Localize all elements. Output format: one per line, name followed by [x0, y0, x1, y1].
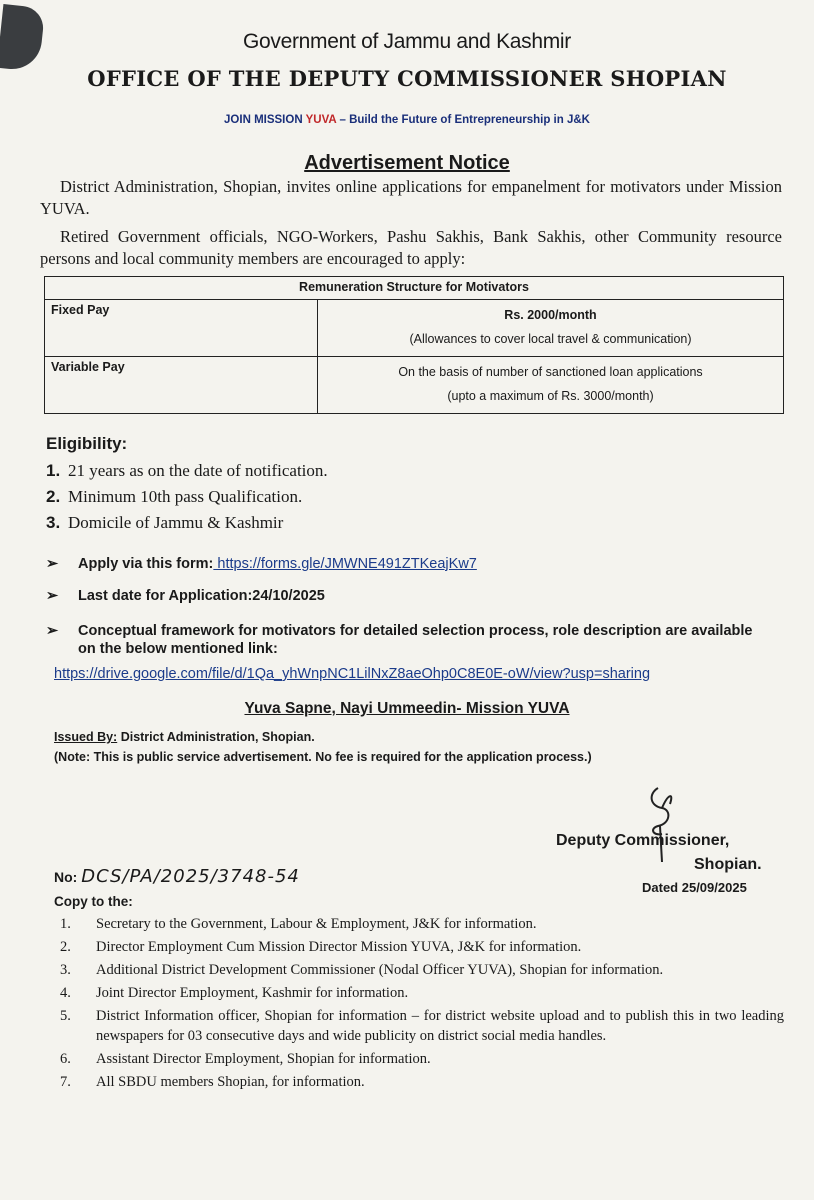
framework-drive-link[interactable]: https://drive.google.com/file/d/1Qa_yhWnpNC1LilNxZ8aeOhp0C8E0E-oW/view?usp=sharing	[54, 666, 651, 682]
list-item	[54, 1049, 784, 1069]
fixed-pay-value	[318, 300, 784, 357]
remuneration-heading: Remuneration Structure for Motivators	[45, 277, 784, 300]
list-text: Director Employment Cum Mission Director Mission YUVA, J&K for information.	[96, 939, 582, 955]
intro-paragraph: District Administration, Shopian, invites online applications for empanelment for motivators under Mission YUVA.	[40, 177, 782, 218]
arrow-bullet-icon: ➢	[46, 556, 59, 572]
mission-prefix: JOIN MISSION	[224, 114, 306, 126]
arrow-bullet-icon: ➢	[46, 588, 59, 604]
remuneration-table	[44, 276, 784, 414]
arrow-bullet-icon: ➢	[46, 623, 59, 639]
eligibility-list	[46, 458, 328, 536]
mission-yuva: YUVA	[305, 114, 337, 126]
reference-label: No:	[54, 869, 82, 885]
issued-by	[54, 730, 315, 744]
list-item	[54, 914, 784, 934]
fixed-pay-detail: (Allowances to cover local travel & communication)	[409, 332, 692, 346]
eligible-groups-paragraph: Retired Government officials, NGO-Workers, Pashu Sakhis, Bank Sakhis, other Community resource persons and local community members are encouraged to apply:	[40, 227, 782, 268]
list-item	[54, 1006, 784, 1046]
list-item	[54, 937, 784, 957]
variable-pay-value	[318, 357, 784, 414]
list-number: 3.	[46, 513, 61, 532]
government-heading: Government of Jammu and Kashmir	[242, 30, 571, 53]
list-number: 7.	[60, 1074, 71, 1090]
last-date-text: Last date for Application:24/10/2025	[78, 588, 325, 604]
reference-value: DCS/PA/2025/3748-54	[81, 866, 300, 887]
list-text: Secretary to the Government, Labour & Employment, J&K for information.	[96, 916, 537, 932]
framework-bullet	[46, 622, 776, 658]
table-row	[45, 357, 784, 414]
list-text: District Information officer, Shopian for information – for district website upload and to publish this in two leading newspapers for 03 consecutive days and wide publicity on district social media handles.	[96, 1008, 784, 1044]
list-number: 2.	[46, 487, 61, 506]
fixed-pay-label: Fixed Pay	[45, 300, 318, 357]
list-text: Additional District Development Commissioner (Nodal Officer YUVA), Shopian for information.	[96, 962, 664, 978]
office-heading: OFFICE OF THE DEPUTY COMMISSIONER SHOPIAN	[87, 66, 727, 91]
list-item	[54, 1072, 784, 1092]
list-item	[54, 983, 784, 1003]
apply-bullet	[46, 556, 477, 572]
public-service-note: (Note: This is public service advertisement. No fee is required for the application process.)	[54, 750, 592, 764]
list-text: All SBDU members Shopian, for information.	[96, 1074, 365, 1090]
list-number: 4.	[60, 985, 71, 1001]
list-number: 2.	[60, 939, 71, 955]
list-item	[46, 484, 328, 510]
variable-pay-detail: (upto a maximum of Rs. 3000/month)	[447, 389, 654, 403]
signature-date: Dated 25/09/2025	[642, 880, 747, 895]
table-row	[45, 300, 784, 357]
variable-pay-label: Variable Pay	[45, 357, 318, 414]
list-text: Domicile of Jammu & Kashmir	[68, 513, 284, 532]
mission-tagline	[0, 114, 814, 126]
list-number: 5.	[60, 1008, 71, 1024]
variable-pay-basis: On the basis of number of sanctioned loan applications	[398, 365, 703, 379]
last-date-bullet	[46, 588, 325, 604]
list-item	[46, 510, 328, 536]
mission-suffix: – Build the Future of Entrepreneurship in J&K	[336, 114, 590, 126]
fixed-pay-amount: Rs. 2000/month	[504, 308, 597, 322]
list-number: 1.	[46, 461, 61, 480]
list-number: 6.	[60, 1051, 71, 1067]
list-text: Joint Director Employment, Kashmir for information.	[96, 985, 409, 1001]
list-number: 1.	[60, 916, 71, 932]
list-text: 21 years as on the date of notification.	[68, 461, 328, 480]
list-item	[54, 960, 784, 980]
list-text: Minimum 10th pass Qualification.	[68, 487, 303, 506]
notice-title: Advertisement Notice	[304, 152, 510, 174]
issued-by-value: District Administration, Shopian.	[117, 730, 315, 744]
signatory-district: Shopian.	[694, 856, 762, 873]
mission-slogan: Yuva Sapne, Nayi Ummeedin- Mission YUVA	[244, 700, 570, 717]
issued-by-label: Issued By:	[54, 730, 118, 744]
signatory-designation: Deputy Commissioner,	[556, 832, 730, 849]
copy-to-list	[54, 914, 784, 1095]
apply-label: Apply via this form:	[78, 556, 214, 572]
list-text: Assistant Director Employment, Shopian for information.	[96, 1051, 431, 1067]
eligibility-title: Eligibility:	[46, 434, 128, 453]
apply-form-link[interactable]: https://forms.gle/JMWNE491ZTKeajKw7	[213, 556, 477, 572]
copy-to-title: Copy to the:	[54, 894, 133, 909]
framework-text: Conceptual framework for motivators for detailed selection process, role description are available on the below mentioned link:	[78, 623, 753, 657]
list-item	[46, 458, 328, 484]
list-number: 3.	[60, 962, 71, 978]
reference-number	[54, 866, 300, 887]
signature-mark	[640, 784, 730, 864]
